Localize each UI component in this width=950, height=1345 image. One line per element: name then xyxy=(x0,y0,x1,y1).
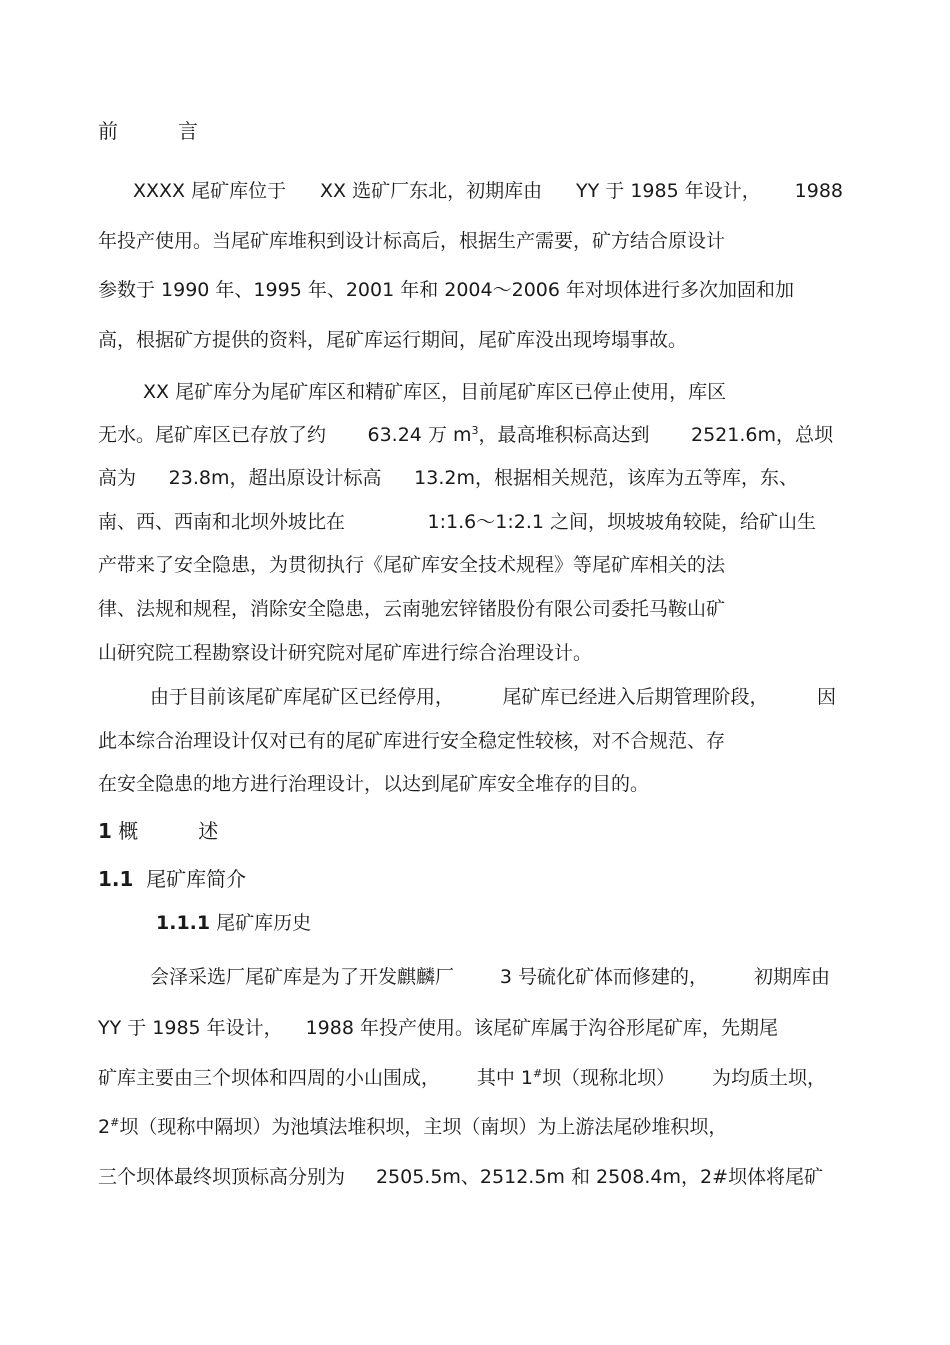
section-title: 概 述 xyxy=(118,819,219,843)
text-segment: 由于目前该尾矿库尾矿区已经停用， xyxy=(150,686,455,708)
text-segment: XX 尾矿库分为尾矿库区和精矿库区，目前尾矿库区已停止使用，库区 xyxy=(143,381,727,403)
text-segment: 山研究院工程勘察设计研究院对尾矿库进行综合治理设计。 xyxy=(98,642,593,664)
history-line-2 xyxy=(98,1016,778,1040)
text-segment: 年投产使用。当尾矿库堆积到设计标高后，根据生产需要，矿方结合原设计 xyxy=(98,230,726,252)
text-segment: 1988 年投产使用。该尾矿库属于沟谷形尾矿库，先期尾 xyxy=(305,1017,778,1039)
text-segment xyxy=(477,1066,675,1090)
text-segment: 此本综合治理设计仅对已有的尾矿库进行安全稳定性较核，对不合规范、存 xyxy=(98,730,726,752)
history-line-4 xyxy=(98,1115,727,1139)
preface-p3-line-1 xyxy=(150,685,836,709)
text-segment: YY 于 1985 年设计， xyxy=(576,180,761,202)
superscript: # xyxy=(532,1067,543,1080)
text-segment: 1988 xyxy=(794,180,843,202)
preface-p2-line-6 xyxy=(98,597,725,621)
section-title: 尾矿库简介 xyxy=(146,867,247,891)
preface-p3-line-2 xyxy=(98,729,725,753)
preface-p3-line-3 xyxy=(98,772,649,796)
text-segment: 坝（现称中隔坝）为池填法堆积坝，主坝（南坝）为上游法尾砂堆积坝， xyxy=(119,1116,728,1138)
text-segment: 在安全隐患的地方进行治理设计，以达到尾矿库安全堆存的目的。 xyxy=(98,773,650,795)
history-line-5 xyxy=(98,1165,823,1189)
preface-p2-line-2 xyxy=(98,423,833,447)
text-segment: XXXX 尾矿库位于 xyxy=(133,180,287,202)
text-segment: 产带来了安全隐患，为贯彻执行《尾矿库安全技术规程》等尾矿库相关的法 xyxy=(98,554,726,576)
section-number: 1 xyxy=(98,819,112,843)
text-segment: 2505.5m、2512.5m 和 2508.4m，2#坝体将尾矿 xyxy=(375,1166,823,1188)
text-segment: 初期库由 xyxy=(753,966,830,988)
text-segment: 无水。尾矿库区已存放了约 xyxy=(98,424,327,446)
preface-p2-line-4 xyxy=(98,510,816,534)
preface-p2-line-7 xyxy=(98,641,592,665)
text-segment: 矿库主要由三个坝体和四周的小山围成， xyxy=(98,1067,441,1089)
text-segment: XX 选矿厂东北，初期库由 xyxy=(320,180,543,202)
text-segment: 三个坝体最终坝顶标高分别为 xyxy=(98,1166,346,1188)
text-segment: 高，根据矿方提供的资料，尾矿库运行期间，尾矿库没出现垮塌事故。 xyxy=(98,329,688,351)
history-line-3 xyxy=(98,1066,826,1090)
preface-p1-line-1 xyxy=(133,179,843,203)
text-segment: 2 xyxy=(98,1116,111,1138)
text-segment: 1:1.6～1:2.1 之间，坝坡坡角较陡，给矿山生 xyxy=(427,511,816,533)
preface-p1-line-2 xyxy=(98,229,725,253)
text-segment: 尾矿库已经进入后期管理阶段， xyxy=(502,686,769,708)
text-segment: ，最高堆积标高达到 xyxy=(478,424,650,446)
text-segment: 律、法规和规程，消除安全隐患，云南驰宏锌锗股份有限公司委托马鞍山矿 xyxy=(98,598,726,620)
text-segment: 63.24 万 m xyxy=(367,424,472,446)
section-1-heading xyxy=(98,818,218,844)
text-segment: 坝（现称北坝） xyxy=(542,1067,676,1089)
text-segment: 参数于 1990 年、1995 年、2001 年和 2004～2006 年对坝体进行多次加固和加 xyxy=(98,279,795,301)
text-segment: 会泽采选厂尾矿库是为了开发麒麟厂 xyxy=(150,966,455,988)
text-segment: 23.8m，超出原设计标高 xyxy=(168,467,382,489)
preface-p1-line-3 xyxy=(98,278,794,302)
text-segment: 高为 xyxy=(98,467,137,489)
preface-p2-line-5 xyxy=(98,553,725,577)
superscript: 3 xyxy=(471,424,479,437)
preface-p2-line-3 xyxy=(98,466,798,490)
text-segment: 因 xyxy=(816,686,836,708)
text-segment xyxy=(368,423,650,447)
text-segment: 其中 1 xyxy=(476,1067,533,1089)
superscript: # xyxy=(110,1116,120,1129)
text-segment: 2521.6m，总坝 xyxy=(690,424,833,446)
section-1-1-heading xyxy=(98,866,246,892)
preface-p2-line-1 xyxy=(143,380,726,404)
text-segment: 为均质土坝， xyxy=(711,1067,826,1089)
preface-title: 前 言 xyxy=(98,119,198,143)
preface-p1-line-4 xyxy=(98,328,687,352)
section-number: 1.1.1 xyxy=(156,912,211,934)
text-segment: YY 于 1985 年设计， xyxy=(98,1017,283,1039)
text-segment: 南、西、西南和北坝外坡比在 xyxy=(98,511,346,533)
text-segment: 3 号硫化矿体而修建的， xyxy=(499,966,709,988)
history-line-1 xyxy=(150,965,830,989)
section-number: 1.1 xyxy=(98,867,134,891)
text-segment: 13.2m，根据相关规范，该库为五等库，东、 xyxy=(414,467,798,489)
section-1-1-1-heading xyxy=(156,910,311,936)
section-title: 尾矿库历史 xyxy=(216,912,312,934)
